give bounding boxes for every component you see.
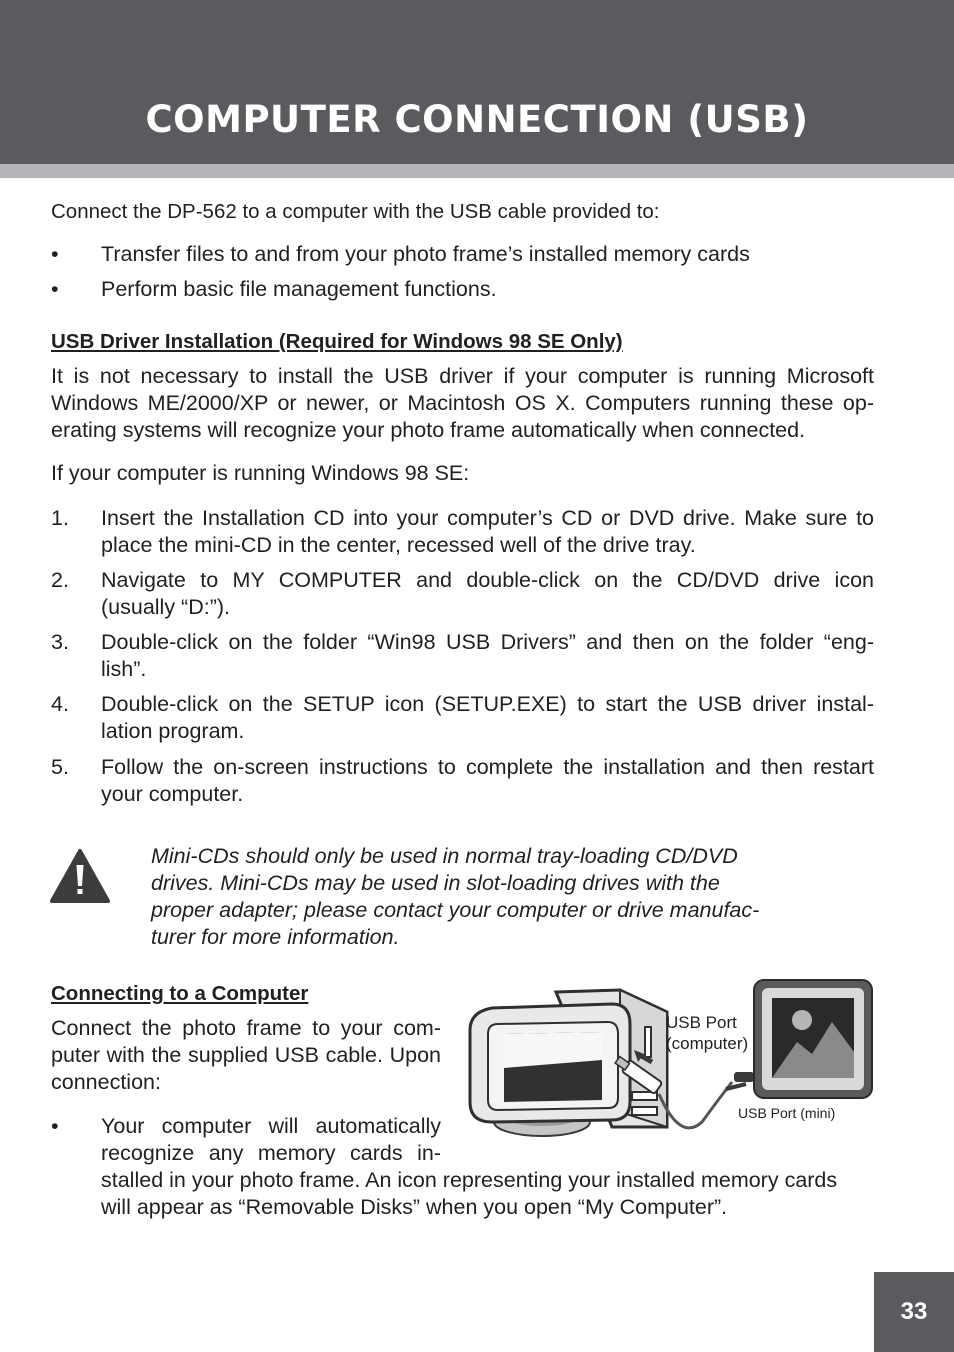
step-line: lish”. (101, 657, 147, 681)
usb-cable (659, 1082, 732, 1128)
mini-usb-plug (726, 1072, 754, 1089)
connect-bullet-line: will appear as “Removable Disks” when you open “My Computer”. (101, 1195, 728, 1219)
driver-paragraph-line: It is not necessary to install the USB driver if your computer is running Microsoft (51, 364, 874, 388)
step-4 (101, 691, 874, 745)
bullet-marker: • (51, 242, 59, 266)
intro-text: Connect the DP-562 to a computer with the USB cable provided to: (51, 200, 660, 223)
intro-bullet-1: Transfer files to and from your photo frame’s installed memory cards (101, 242, 750, 266)
connect-paragraph-line: Connect the photo frame to your com- (51, 1016, 441, 1040)
step-2 (101, 567, 874, 621)
step-3 (101, 629, 874, 683)
usb-connection-diagram (462, 972, 882, 1142)
usb-port-computer-label: (computer) (666, 1034, 749, 1053)
note-line: proper adapter; please contact your computer or drive manufac- (151, 898, 760, 922)
step-line: Follow the on-screen instructions to complete the installation and then restart (101, 755, 874, 779)
step-line: Insert the Installation CD into your computer’s CD or DVD drive. Make sure to (101, 506, 874, 530)
connect-paragraph-line: puter with the supplied USB cable. Upon (51, 1043, 441, 1067)
step-line: Double-click on the folder “Win98 USB Drivers” and then on the folder “eng- (101, 630, 874, 654)
driver-paragraph (51, 363, 874, 444)
note-line: Mini-CDs should only be used in normal tray-loading CD/DVD (151, 844, 738, 868)
connect-section-heading: Connecting to a Computer (51, 982, 309, 1005)
step-line: your computer. (101, 782, 244, 806)
connect-paragraph (51, 1015, 441, 1096)
connect-paragraph-line: connection: (51, 1070, 161, 1094)
header-stripe (0, 164, 954, 178)
bullet-marker: • (51, 1114, 59, 1138)
connect-bullet-line: recognize any memory cards in- (101, 1141, 441, 1165)
page-number: 33 (900, 1298, 928, 1325)
step-5 (101, 754, 874, 808)
driver-section-heading: USB Driver Installation (Required for Windows 98 SE Only) (51, 330, 623, 353)
page-header (0, 0, 954, 164)
step-line: lation program. (101, 719, 245, 743)
photo-frame-illustration (754, 980, 872, 1098)
mini-cd-note (151, 843, 811, 951)
step-line: place the mini-CD in the center, recessed well of the drive tray. (101, 533, 696, 557)
driver-paragraph-line: Windows ME/2000/XP or newer, or Macintosh OS X. Computers running these op- (51, 391, 874, 415)
driver-paragraph-line: erating systems will recognize your photo frame automatically when connected. (51, 418, 806, 442)
driver-lead-in: If your computer is running Windows 98 SE: (51, 461, 470, 485)
note-line: turer for more information. (151, 925, 400, 949)
computer-illustration (470, 990, 667, 1136)
usb-port-computer-label: USB Port (666, 1013, 737, 1032)
step-line: Double-click on the SETUP icon (SETUP.EXE) to start the USB driver instal- (101, 692, 874, 716)
step-number: 3. (51, 630, 69, 654)
page-number-tab (874, 1272, 954, 1352)
page-title: COMPUTER CONNECTION (USB) (145, 98, 809, 141)
step-number: 1. (51, 506, 69, 530)
step-number: 2. (51, 568, 69, 592)
bullet-marker: • (51, 277, 59, 301)
connect-bullet-line: Your computer will automatically (101, 1114, 441, 1138)
step-number: 4. (51, 692, 69, 716)
usb-port-mini-label: USB Port (mini) (738, 1105, 836, 1121)
note-line: drives. Mini-CDs may be used in slot-loading drives with the (151, 871, 720, 895)
step-line: Navigate to MY COMPUTER and double-click on the CD/DVD drive icon (101, 568, 874, 592)
connect-bullet-line: stalled in your photo frame. An icon representing your installed memory cards (101, 1168, 838, 1192)
step-1 (101, 505, 874, 559)
step-number: 5. (51, 755, 69, 779)
intro-bullet-2: Perform basic file management functions. (101, 277, 497, 301)
step-line: (usually “D:”). (101, 595, 231, 619)
warning-icon (49, 848, 111, 904)
